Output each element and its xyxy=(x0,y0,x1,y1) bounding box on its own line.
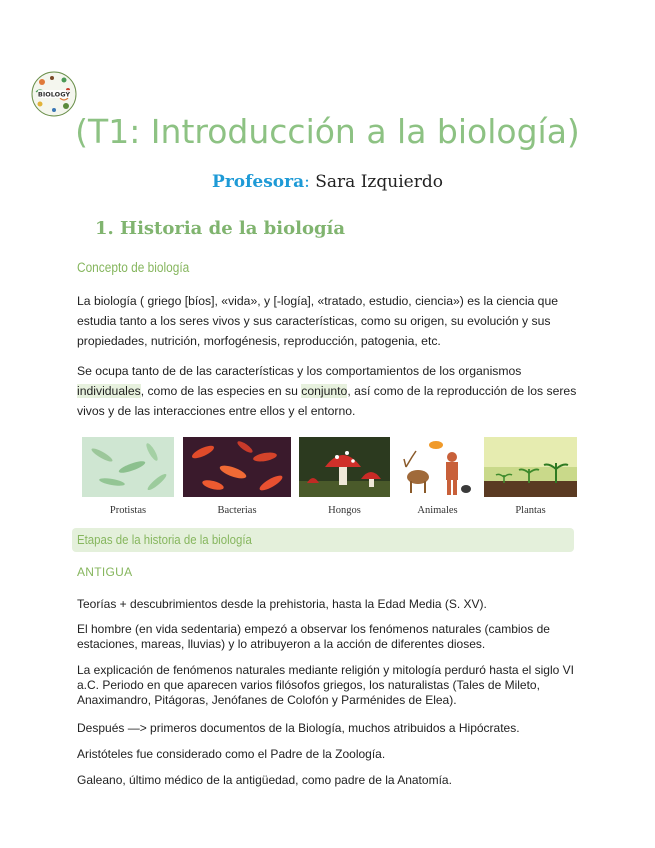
stage-line: El hombre (en vida sedentaria) empezó a observar los fenómenos naturales (cambios de estaciones, mareas, lluvias) y lo atribuyeron a la acción de diferentes dioses. xyxy=(77,622,550,651)
animals-image xyxy=(400,437,475,497)
bacteria-image xyxy=(183,437,291,497)
stages-heading-band xyxy=(72,528,574,552)
era-heading: ANTIGUA xyxy=(77,565,133,579)
biology-logo xyxy=(30,70,78,118)
highlight-conjunto: conjunto xyxy=(301,384,348,398)
bacteria-cell xyxy=(183,437,291,516)
fungi-image xyxy=(299,437,390,497)
protists-cell xyxy=(82,437,174,516)
stages-heading: Etapas de la historia de la biología xyxy=(77,532,252,547)
stage-line: Aristóteles fue considerado como el Padre de la Zoología. xyxy=(77,747,386,761)
professor-label: Profesora xyxy=(212,172,305,192)
animals-cell xyxy=(400,437,475,516)
plants-caption: Plantas xyxy=(515,505,546,516)
animals-caption: Animales xyxy=(417,505,458,516)
concept-paragraph-2 xyxy=(77,361,577,421)
professor-name: Sara Izquierdo xyxy=(309,172,443,192)
kingdoms-image-strip xyxy=(82,437,577,517)
fungi-caption: Hongos xyxy=(328,505,361,516)
logo-text: BIOLOGY xyxy=(37,90,71,99)
bacteria-caption: Bacterias xyxy=(217,505,257,516)
p2-text-b: , como de las especies en su xyxy=(140,384,302,398)
protists-caption: Protistas xyxy=(109,505,147,516)
concept-paragraph-1: La biología ( griego [bíos], «vida», y [-logía], «tratado, estudio, ciencia») es la ciencia que estudia tanto a los seres vivos y sus características, como su origen, su evolución y sus propiedades, nutrición, morfogénesis, reproducción, patogenia, etc. xyxy=(77,294,559,348)
concept-heading: Concepto de biología xyxy=(77,260,190,275)
plants-cell xyxy=(484,437,577,516)
stage-line: Galeano, último médico de la antigüedad, como padre de la Anatomía. xyxy=(77,773,452,787)
p2-text-c: , así como de la reproducción de los seres vivos y de las interacciones entre ellos y el entorno. xyxy=(77,384,577,418)
stage-line: Después —> primeros documentos de la Biología, muchos atribuidos a Hipócrates. xyxy=(77,721,520,735)
professor-separator: : xyxy=(304,172,310,192)
stage-line: La explicación de fenómenos naturales mediante religión y mitología perduró hasta el siglo VI a.C. Periodo en que aparecen varios filósofos griegos, los naturalistas (Tales de Mileto, Anaximandro, Pitágoras, Jenófanes de Colofón y Parménides de Elea). xyxy=(77,663,574,707)
page-title: (T1: Introducción a la biología) xyxy=(75,112,580,151)
plants-image xyxy=(484,437,577,497)
protists-image xyxy=(82,437,174,497)
section-heading: 1. Historia de la biología xyxy=(95,218,346,239)
p2-text-a: Se ocupa tanto de de las características y los comportamientos de los organismos xyxy=(77,364,522,378)
stage-line: Teorías + descubrimientos desde la prehistoria, hasta la Edad Media (S. XV). xyxy=(77,597,487,611)
highlight-individuales: individuales xyxy=(77,384,141,398)
fungi-cell xyxy=(299,437,390,516)
professor-line xyxy=(0,172,655,192)
